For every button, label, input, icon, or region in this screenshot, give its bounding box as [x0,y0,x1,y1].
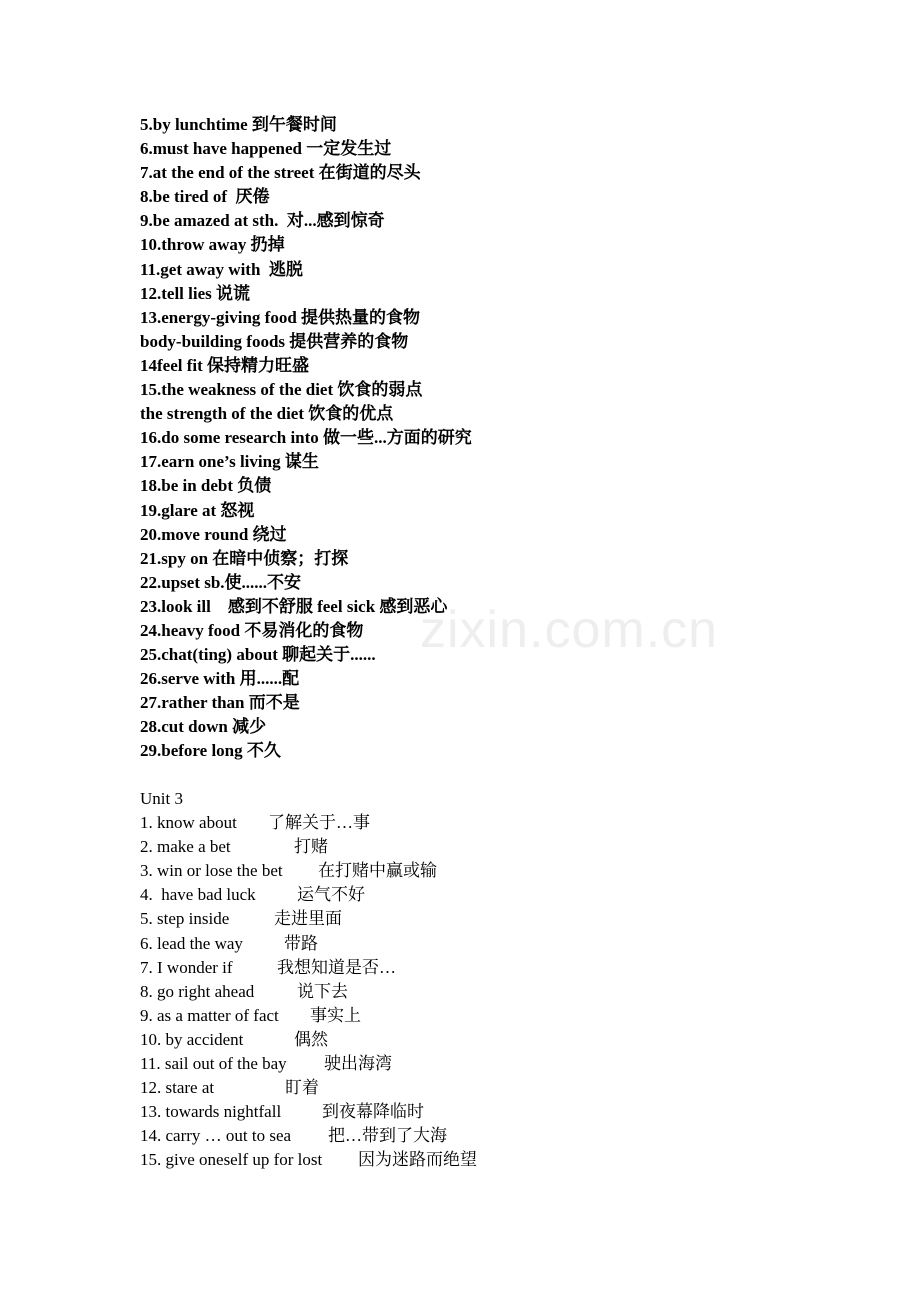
phrase-item: 14feel fit 保持精力旺盛 [140,355,310,375]
phrase-zh: 盯着 [285,1078,319,1098]
phrase-zh: 我想知道是否… [277,957,396,977]
phrase-zh: 带路 [284,933,318,953]
phrase-item: 12.tell lies 说谎 [140,283,251,303]
phrase-item: 27.rather than 而不是 [140,693,300,713]
phrase-en: 6. lead the way [140,933,243,953]
phrase-row [140,1100,424,1124]
phrase-zh: 偶然 [294,1029,328,1049]
phrase-item: 13.energy-giving food 提供热量的食物 [140,307,421,327]
phrase-item: 7.at the end of the street 在街道的尽头 [140,163,421,183]
phrase-item: 19.glare at 怒视 [140,500,255,520]
phrase-item: 25.chat(ting) about 聊起关于...... [140,645,376,665]
phrase-item: 9.be amazed at sth. 对...感到惊奇 [140,211,385,231]
phrase-row [140,859,437,883]
phrase-en: 13. towards nightfall [140,1102,282,1122]
phrase-item: 11.get away with 逃脱 [140,259,303,279]
phrase-item: 22.upset sb.使......不安 [140,572,302,592]
phrase-en: 1. know about [140,813,237,833]
unit-heading: Unit 3 [140,789,183,808]
phrase-row [140,907,342,931]
phrase-list-bold [140,113,472,764]
phrase-item: 24.heavy food 不易消化的食物 [140,620,364,640]
phrase-zh: 因为迷路而绝望 [358,1150,477,1170]
phrase-en: 2. make a bet [140,837,231,857]
phrase-row [140,1076,319,1100]
phrase-item: 10.throw away 扔掉 [140,235,285,255]
phrase-en: 3. win or lose the bet [140,861,283,881]
phrase-en: 14. carry … out to sea [140,1126,292,1146]
phrase-en: 11. sail out of the bay [140,1054,287,1074]
phrase-row [140,835,328,859]
phrase-row [140,980,348,1004]
phrase-item: body-building foods 提供营养的食物 [140,331,409,351]
phrase-item: the strength of the diet 饮食的优点 [140,404,394,424]
phrase-zh: 事实上 [310,1005,361,1025]
watermark-text: zixin.com.cn [420,601,719,659]
phrase-row [140,1004,361,1028]
phrase-en: 4. have bad luck [140,885,256,905]
phrase-item: 5.by lunchtime 到午餐时间 [140,115,337,134]
phrase-zh: 驶出海湾 [324,1054,392,1074]
phrase-item: 21.spy on 在暗中侦察；打探 [140,548,349,568]
phrase-row [140,932,318,956]
phrase-row [140,1052,392,1076]
phrase-item: 26.serve with 用......配 [140,669,300,689]
phrase-row [140,1124,447,1148]
phrase-zh: 在打赌中赢或输 [318,861,437,881]
phrase-zh: 说下去 [297,981,348,1001]
phrase-row [140,883,365,907]
phrase-en: 9. as a matter of fact [140,1005,279,1025]
phrase-item: 8.be tired of 厌倦 [140,187,270,207]
phrase-en: 8. go right ahead [140,981,255,1001]
phrase-en: 10. by accident [140,1029,244,1049]
phrase-item: 15.the weakness of the diet 饮食的弱点 [140,380,423,400]
phrase-row [140,956,396,980]
phrase-row [140,1028,328,1052]
phrase-en: 7. I wonder if [140,957,233,977]
phrase-item: 28.cut down 减少 [140,717,267,737]
unit3-section [140,787,477,1173]
phrase-zh: 把…带到了大海 [328,1126,447,1146]
phrase-en: 12. stare at [140,1078,215,1098]
phrase-zh: 到夜幕降临时 [322,1102,424,1122]
phrase-zh: 了解关于…事 [268,813,370,833]
phrase-row [140,811,370,835]
phrase-en: 5. step inside [140,909,230,929]
phrase-item: 29.before long 不久 [140,741,281,761]
phrase-row [140,1148,477,1172]
phrase-item: 20.move round 绕过 [140,524,287,544]
phrase-zh: 打赌 [294,837,328,857]
phrase-item: 16.do some research into 做一些...方面的研究 [140,428,472,448]
phrase-item: 23.look ill 感到不舒服 feel sick 感到恶心 [140,596,448,616]
phrase-zh: 走进里面 [274,909,342,929]
phrase-zh: 运气不好 [297,885,365,905]
phrase-en: 15. give oneself up for lost [140,1150,323,1170]
phrase-item: 18.be in debt 负债 [140,476,272,496]
phrase-item: 6.must have happened 一定发生过 [140,139,392,159]
phrase-item: 17.earn one’s living 谋生 [140,452,319,472]
